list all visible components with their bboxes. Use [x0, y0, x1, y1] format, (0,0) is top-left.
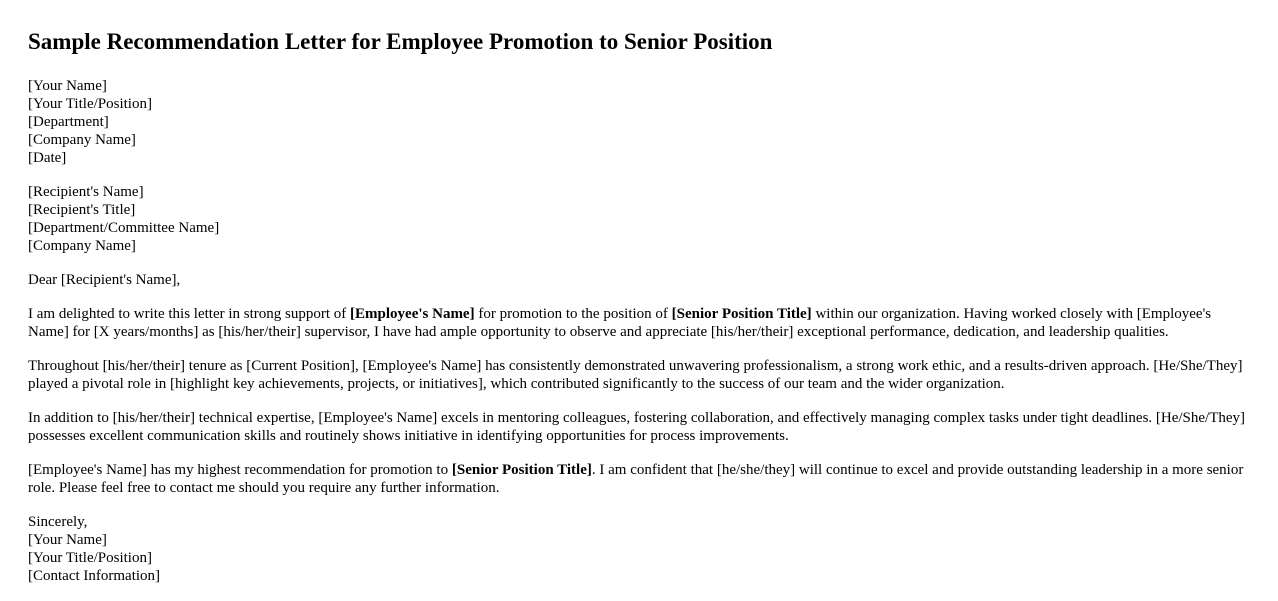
- body-paragraph-2: Throughout [his/her/their] tenure as [Current Position], [Employee's Name] has consistently demonstrated unwavering professionalism, a strong work ethic, and a results-driven approach. [He/She/They] played a pivotal role in [highlight key achievements, projects, or initiatives], which contributed significantly to the success of our team and the wider organization.: [28, 358, 1243, 392]
- sender-company: [Company Name]: [28, 132, 136, 148]
- closing-name: [Your Name]: [28, 532, 107, 548]
- sender-address-block: [28, 77, 1258, 167]
- paragraph-1-text-c: within our organization. Having worked closely with [Employee's Name] for [X years/months] as [his/her/their] supervisor, I have had ample opportunity to observe and appreciate [his/her/their] exceptional performance, dedication, and leadership qualities.: [28, 306, 1212, 340]
- body-paragraph-1: [28, 305, 1253, 341]
- paragraph-4-text-a: [Employee's Name] has my highest recommendation for promotion to: [28, 462, 452, 478]
- recipient-address-block: [28, 183, 1258, 255]
- senior-position-emphasis: [Senior Position Title]: [671, 306, 812, 322]
- sender-name: [Your Name]: [28, 78, 107, 94]
- page-title: Sample Recommendation Letter for Employee Promotion to Senior Position: [28, 29, 773, 54]
- sender-department: [Department]: [28, 114, 109, 130]
- recipient-title: [Recipient's Title]: [28, 202, 136, 218]
- sender-title: [Your Title/Position]: [28, 96, 152, 112]
- body-paragraph-3: In addition to [his/her/their] technical expertise, [Employee's Name] excels in mentoring colleagues, fostering collaboration, and effectively managing complex tasks under tight deadlines. [He/She/They] possesses excellent communication skills and routinely shows initiative in identifying opportunities for process improvements.: [28, 410, 1246, 444]
- closing-valediction: Sincerely,: [28, 514, 88, 530]
- senior-position-emphasis-2: [Senior Position Title]: [451, 462, 592, 478]
- salutation: Dear [Recipient's Name],: [28, 272, 181, 288]
- paragraph-1-text-a: I am delighted to write this letter in strong support of: [28, 306, 351, 322]
- recipient-name: [Recipient's Name]: [28, 184, 144, 200]
- body-paragraph-4: [28, 461, 1253, 497]
- employee-name-emphasis: [Employee's Name]: [350, 306, 475, 322]
- closing-contact: [Contact Information]: [28, 568, 161, 584]
- letter-date: [Date]: [28, 150, 67, 166]
- paragraph-1-text-b: for promotion to the position of: [474, 306, 672, 322]
- recipient-department: [Department/Committee Name]: [28, 220, 220, 236]
- paragraph-4-text-b: . I am confident that [he/she/they] will continue to excel and provide outstanding leadership in a more senior role. Please feel free to contact me should you require any further information.: [28, 462, 1244, 496]
- recipient-company: [Company Name]: [28, 238, 136, 254]
- closing-title: [Your Title/Position]: [28, 550, 152, 566]
- closing-block: [28, 513, 1258, 585]
